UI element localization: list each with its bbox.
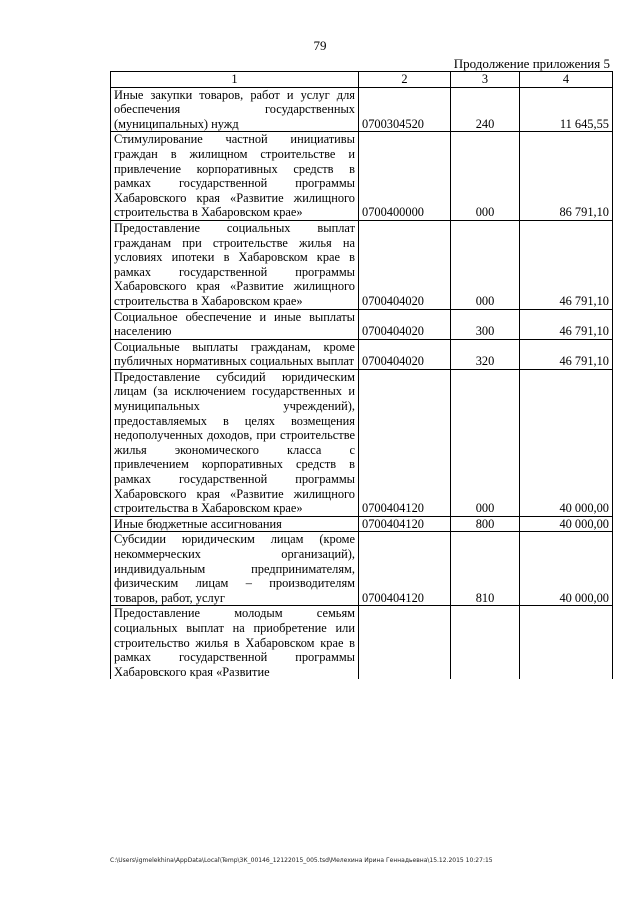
row-expense-type: 000 xyxy=(451,220,520,309)
row-expense-type: 000 xyxy=(451,132,520,221)
table-row xyxy=(111,532,613,606)
table-row xyxy=(111,309,613,339)
table-row xyxy=(111,516,613,532)
row-name: Субсидии юридическим лицам (кроме некоммерческих организаций), индивидуальным предпринимателям, физическим лицам – производителям товаров, работ, услуг xyxy=(111,532,359,606)
row-name: Социальное обеспечение и иные выплаты населению xyxy=(111,309,359,339)
row-amount: 40 000,00 xyxy=(520,532,613,606)
table-row xyxy=(111,132,613,221)
column-header: 2 xyxy=(359,72,451,88)
row-expense-type: 320 xyxy=(451,339,520,369)
row-code: 0700304520 xyxy=(359,87,451,132)
table-row xyxy=(111,369,613,516)
row-code: 0700404120 xyxy=(359,369,451,516)
row-amount xyxy=(520,606,613,679)
row-code: 0700404120 xyxy=(359,516,451,532)
row-code: 0700400000 xyxy=(359,132,451,221)
row-amount: 40 000,00 xyxy=(520,369,613,516)
row-expense-type xyxy=(451,606,520,679)
row-code: 0700404120 xyxy=(359,532,451,606)
row-amount: 86 791,10 xyxy=(520,132,613,221)
row-expense-type: 000 xyxy=(451,369,520,516)
row-expense-type: 300 xyxy=(451,309,520,339)
row-code: 0700404020 xyxy=(359,309,451,339)
page-number: 79 xyxy=(313,38,327,53)
table-row xyxy=(111,606,613,679)
table-header-row xyxy=(111,72,613,88)
table-row xyxy=(111,339,613,369)
row-code: 0700404020 xyxy=(359,220,451,309)
column-header: 1 xyxy=(111,72,359,88)
row-expense-type: 800 xyxy=(451,516,520,532)
file-path-footer: C:\Users\igmelekhina\AppData\Local\Temp\ЗК_00146_12122015_005.tsd\Мелехина Ирина Геннадьевна\15.12.2015 10:27:15 xyxy=(110,857,493,864)
budget-table xyxy=(110,71,613,679)
row-name: Иные закупки товаров, работ и услуг для обеспечения государственных (муниципальных) нужд xyxy=(111,87,359,132)
row-name: Предоставление молодым семьям социальных выплат на приобретение или строительство жилья в Хабаровском крае в рамках государственной программы Хабаровского края «Развитие xyxy=(111,606,359,679)
appendix-continuation-label: Продолжение приложения 5 xyxy=(453,56,610,71)
row-amount: 40 000,00 xyxy=(520,516,613,532)
table-row xyxy=(111,87,613,132)
row-name: Предоставление социальных выплат гражданам при строительстве жилья на условиях ипотеки в Хабаровском крае в рамках государственной программы Хабаровского края «Развитие жилищного строительства в Хабаровском крае» xyxy=(111,220,359,309)
row-expense-type: 810 xyxy=(451,532,520,606)
row-name: Стимулирование частной инициативы граждан в жилищном строительстве и привлечение корпоративных средств в рамках государственной программы Хабаровского края «Развитие жилищного строительства в Хабаровском крае» xyxy=(111,132,359,221)
row-name: Иные бюджетные ассигнования xyxy=(111,516,359,532)
row-amount: 46 791,10 xyxy=(520,339,613,369)
row-code xyxy=(359,606,451,679)
row-amount: 11 645,55 xyxy=(520,87,613,132)
row-name: Социальные выплаты гражданам, кроме публичных нормативных социальных выплат xyxy=(111,339,359,369)
column-header: 4 xyxy=(520,72,613,88)
column-header: 3 xyxy=(451,72,520,88)
row-code: 0700404020 xyxy=(359,339,451,369)
row-amount: 46 791,10 xyxy=(520,309,613,339)
row-amount: 46 791,10 xyxy=(520,220,613,309)
row-name: Предоставление субсидий юридическим лицам (за исключением государственных и муниципальных учреждений), предоставляемых в целях возмещения недополученных доходов, при строительстве жилья экономического класса с привлечением корпоративных средств в рамках государственной программы Хабаровского края «Развитие жилищного строительства в Хабаровском крае» xyxy=(111,369,359,516)
row-expense-type: 240 xyxy=(451,87,520,132)
table-row xyxy=(111,220,613,309)
